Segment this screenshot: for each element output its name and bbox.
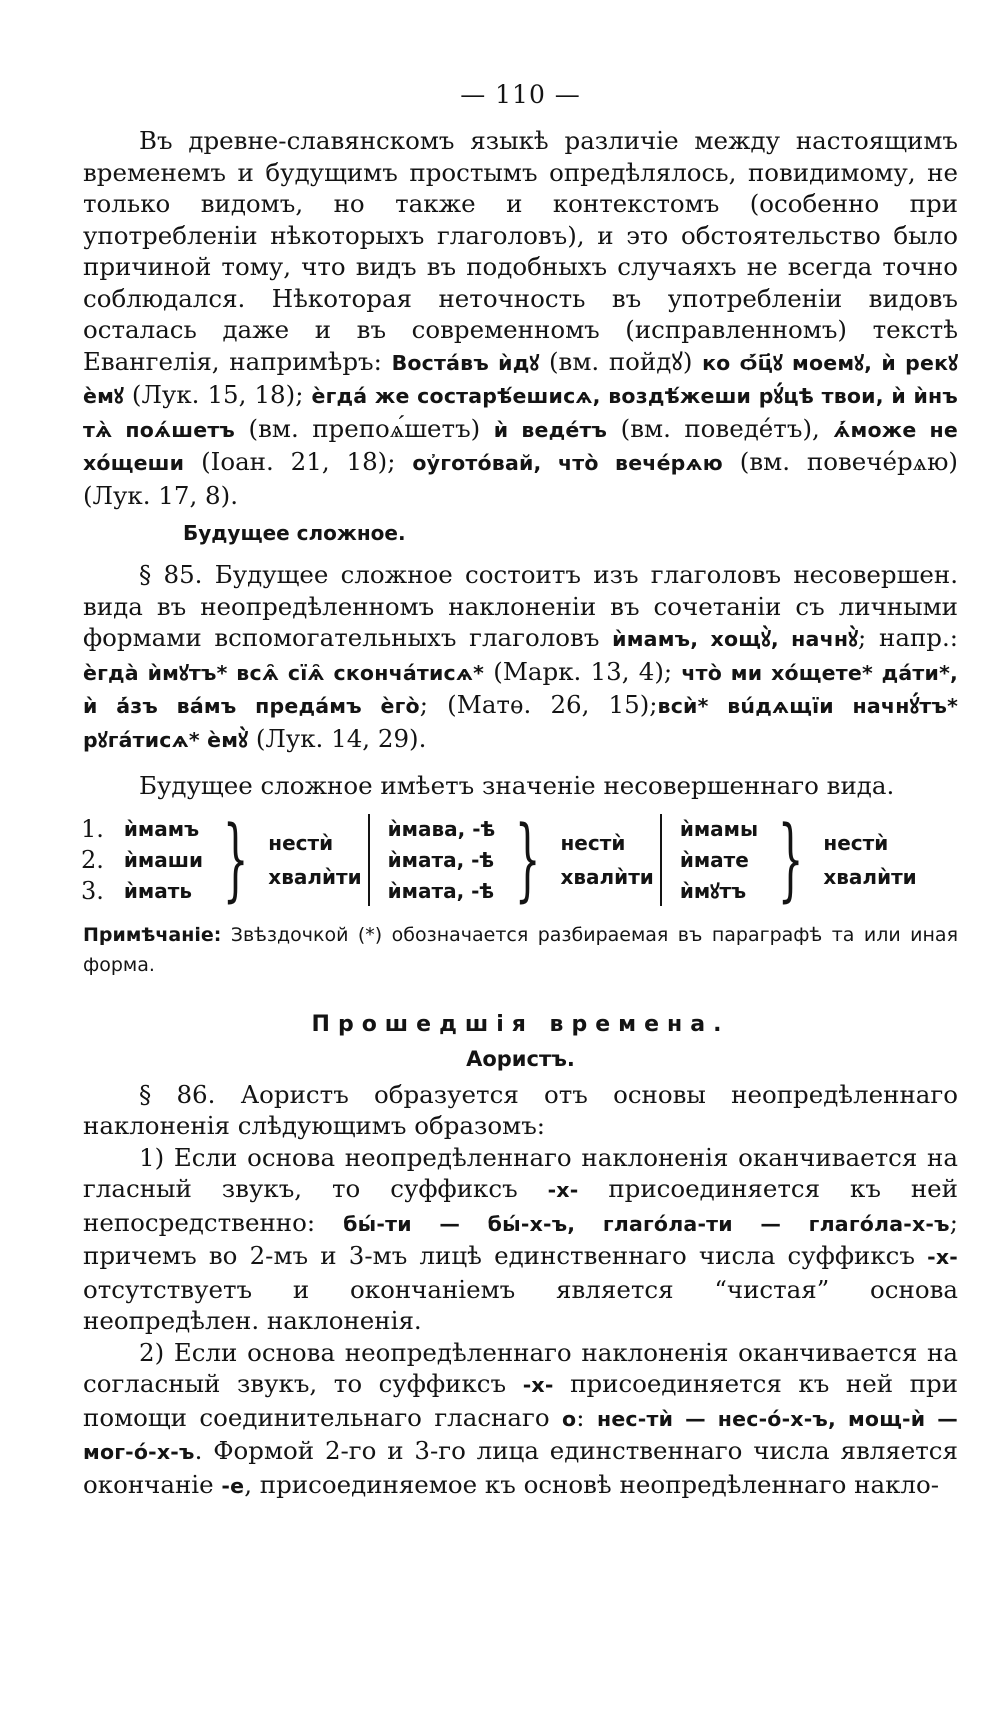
dual-forms — [388, 814, 496, 906]
chapter-heading-past: Прошедшія времена. — [311, 1011, 730, 1037]
church-slavonic-example: -е — [221, 1473, 245, 1498]
text-span: § 85. Будущее сложное состоитъ изъ глаголовъ несовершен. вида въ неопредѣленномъ наклоненіи въ сочетаніи съ личными формами вспомогательныхъ глаголовъ — [83, 560, 958, 652]
text-span: ; (Матѳ. 26, 15); — [419, 690, 658, 719]
church-slavonic-example: нес-тѝ — нес-ó-х-ъ, мощ-ѝ — мог-ó-х-ъ — [83, 1406, 958, 1464]
footnote — [83, 920, 958, 980]
aux-form: ѝмамы — [679, 816, 759, 841]
text-span: ; напр.: — [858, 623, 958, 652]
person-numbers — [81, 814, 104, 906]
column-divider — [660, 814, 662, 906]
infinitive: нестѝ — [560, 830, 626, 855]
text-span: ; причемъ во 2-мъ и 3-мъ лицѣ единственнаго числа суффиксъ — [83, 1207, 958, 1270]
brace-glyph: } — [514, 806, 541, 912]
text-span: (Лук. 17, 8). — [83, 480, 238, 510]
infinitives — [560, 814, 653, 906]
church-slavonic-example: ѝ ведéтъ — [493, 417, 608, 442]
church-slavonic-example: ко ѻ҆́ц҃ꙋ моемꙋ, ѝ рекꙋ ѐмꙋ — [83, 350, 959, 408]
infinitives — [823, 814, 916, 906]
note-text: Звѣздочкой (*) обозначается разбираемая въ параграфѣ та или иная форма. — [83, 923, 958, 976]
text-span: (вм. повечéрѧю) — [722, 447, 958, 476]
page-number: — 110 — — [460, 80, 581, 109]
singular-forms — [124, 814, 203, 906]
church-slavonic-example: оу҆готóвай, чтò вечéрѧю — [412, 451, 723, 475]
church-slavonic-example: чтò ми хóщете* дáти*, ѝ а҆́зъ вáмъ предáмъ ѐгò — [83, 660, 958, 718]
text-span: : — [576, 1402, 597, 1432]
text-span: (Лук. 14, 29). — [248, 723, 427, 753]
text-span: присоединяется къ ней при помощи соединительнаго гласнаго — [83, 1369, 958, 1432]
list-item-2 — [83, 1337, 958, 1503]
aux-form: ѝмата, -ѣ — [387, 878, 495, 903]
infinitive: хвалѝти — [823, 864, 917, 889]
note-label: Примѣчаніе: — [83, 923, 222, 946]
paragraph-85 — [83, 559, 958, 756]
person-number: 3. — [81, 876, 104, 905]
infinitives — [268, 814, 361, 906]
section-heading-future: Будущее сложное. — [183, 521, 406, 545]
infinitive: нестѝ — [268, 830, 334, 855]
aux-form: ѝмата, -ѣ — [387, 847, 495, 872]
paragraph-86: § 86. Аористъ образуется отъ основы неопредѣленнаго наклоненія слѣдующимъ образомъ: — [83, 1079, 958, 1140]
infinitive: хвалѝти — [560, 864, 654, 889]
church-slavonic-example: -х- — [927, 1245, 958, 1269]
text-span: (вм. пойдꙋ) — [539, 346, 703, 376]
plural-forms — [680, 814, 758, 906]
brace-glyph: } — [777, 806, 804, 912]
church-slavonic-example: ѝмамъ, хощꙋ̀, начнꙋ̀ — [612, 627, 859, 651]
church-slavonic-example: всѝ* вúдѧщїи начнꙋ́тъ* рꙋгáтисѧ* ѐмꙋ̀ — [83, 694, 958, 752]
paragraph-meaning: Будущее сложное имѣетъ значеніе несовершеннаго вида. — [139, 771, 895, 800]
page-content — [83, 80, 958, 1502]
person-number: 1. — [81, 814, 104, 843]
aux-form: ѝмава, -ѣ — [387, 816, 496, 841]
text-span: , присоединяемое къ основѣ неопредѣленнаго накло- — [244, 1469, 939, 1499]
infinitive: нестѝ — [823, 830, 889, 855]
aux-form: ѝмате — [679, 847, 749, 872]
person-number: 2. — [81, 845, 104, 874]
text-span: присоединяется къ ней непосредственно: — [83, 1174, 958, 1237]
church-slavonic-example: бы́-ти — бы́-х-ъ, глагóла-ти — глагóла-х-ъ — [343, 1211, 950, 1236]
text-span: . Формой 2-го и 3-го лица единственнаго числа является окончаніе — [83, 1436, 958, 1499]
church-slavonic-example: ѐгдà ѝмꙋтъ* всѧ̑ сїѧ̑ скончáтисѧ* — [83, 660, 485, 685]
list-item-1 — [83, 1142, 958, 1337]
church-slavonic-example: -х- — [547, 1178, 579, 1202]
church-slavonic-example: ѧ҆́може не хóщеши — [83, 417, 958, 475]
text-span: (Лук. 15, 18); — [123, 380, 312, 409]
church-slavonic-example: о — [562, 1406, 577, 1431]
aux-form: ѝмать — [123, 878, 193, 903]
column-divider — [368, 814, 370, 906]
brace-glyph: } — [222, 806, 249, 912]
church-slavonic-example: ѐгдá же состарѣ́ешисѧ, воздѣ́жеши рꙋ́цѣ твои, ѝ ѝнъ тѧ̀ поѧ́шетъ — [83, 384, 959, 442]
text-span: 2) Если основа неопредѣленнаго наклоненія оканчивается на согласный звукъ, то суффиксъ — [83, 1337, 958, 1398]
text-span: (Іоан. 21, 18); — [184, 447, 413, 476]
aux-form: ѝмаши — [123, 847, 204, 872]
text-span: (вм. препоѧ́шетъ) — [235, 413, 494, 443]
church-slavonic-example: Востáвъ ѝдꙋ — [391, 350, 540, 375]
paragraph-intro — [83, 125, 958, 511]
text-span: Въ древне-славянскомъ языкѣ различіе между настоящимъ временемъ и будущимъ простымъ опредѣлялось, повидимому, не только видомъ, но также и контекстомъ (особенно при употребленіи нѣкоторыхъ глаголовъ), и это обстоятельство было причиной тому, что видъ въ подобныхъ случаяхъ не всегда точно соблюдался. Нѣкоторая неточность въ употребленіи видовъ осталась даже и въ современномъ (исправленномъ) текстѣ Евангелія, напримѣръ: — [83, 126, 958, 376]
aux-form: ѝмамъ — [123, 816, 200, 841]
section-heading-aorist: Аористъ. — [466, 1046, 575, 1071]
text-span: отсутствуетъ и окончаніемъ является “чистая” основа неопредѣлен. наклоненія. — [83, 1274, 958, 1335]
church-slavonic-example: -х- — [522, 1373, 554, 1397]
conjugation-table — [81, 806, 958, 912]
text-span: (Марк. 13, 4); — [484, 656, 682, 686]
text-span: 1) Если основа неопредѣленнаго наклоненія оканчивается на гласный звукъ, то суффиксъ — [83, 1142, 958, 1203]
aux-form: ѝмꙋтъ — [679, 878, 747, 903]
infinitive: хвалѝти — [268, 864, 362, 889]
text-span: (вм. поведéтъ), — [607, 413, 834, 443]
